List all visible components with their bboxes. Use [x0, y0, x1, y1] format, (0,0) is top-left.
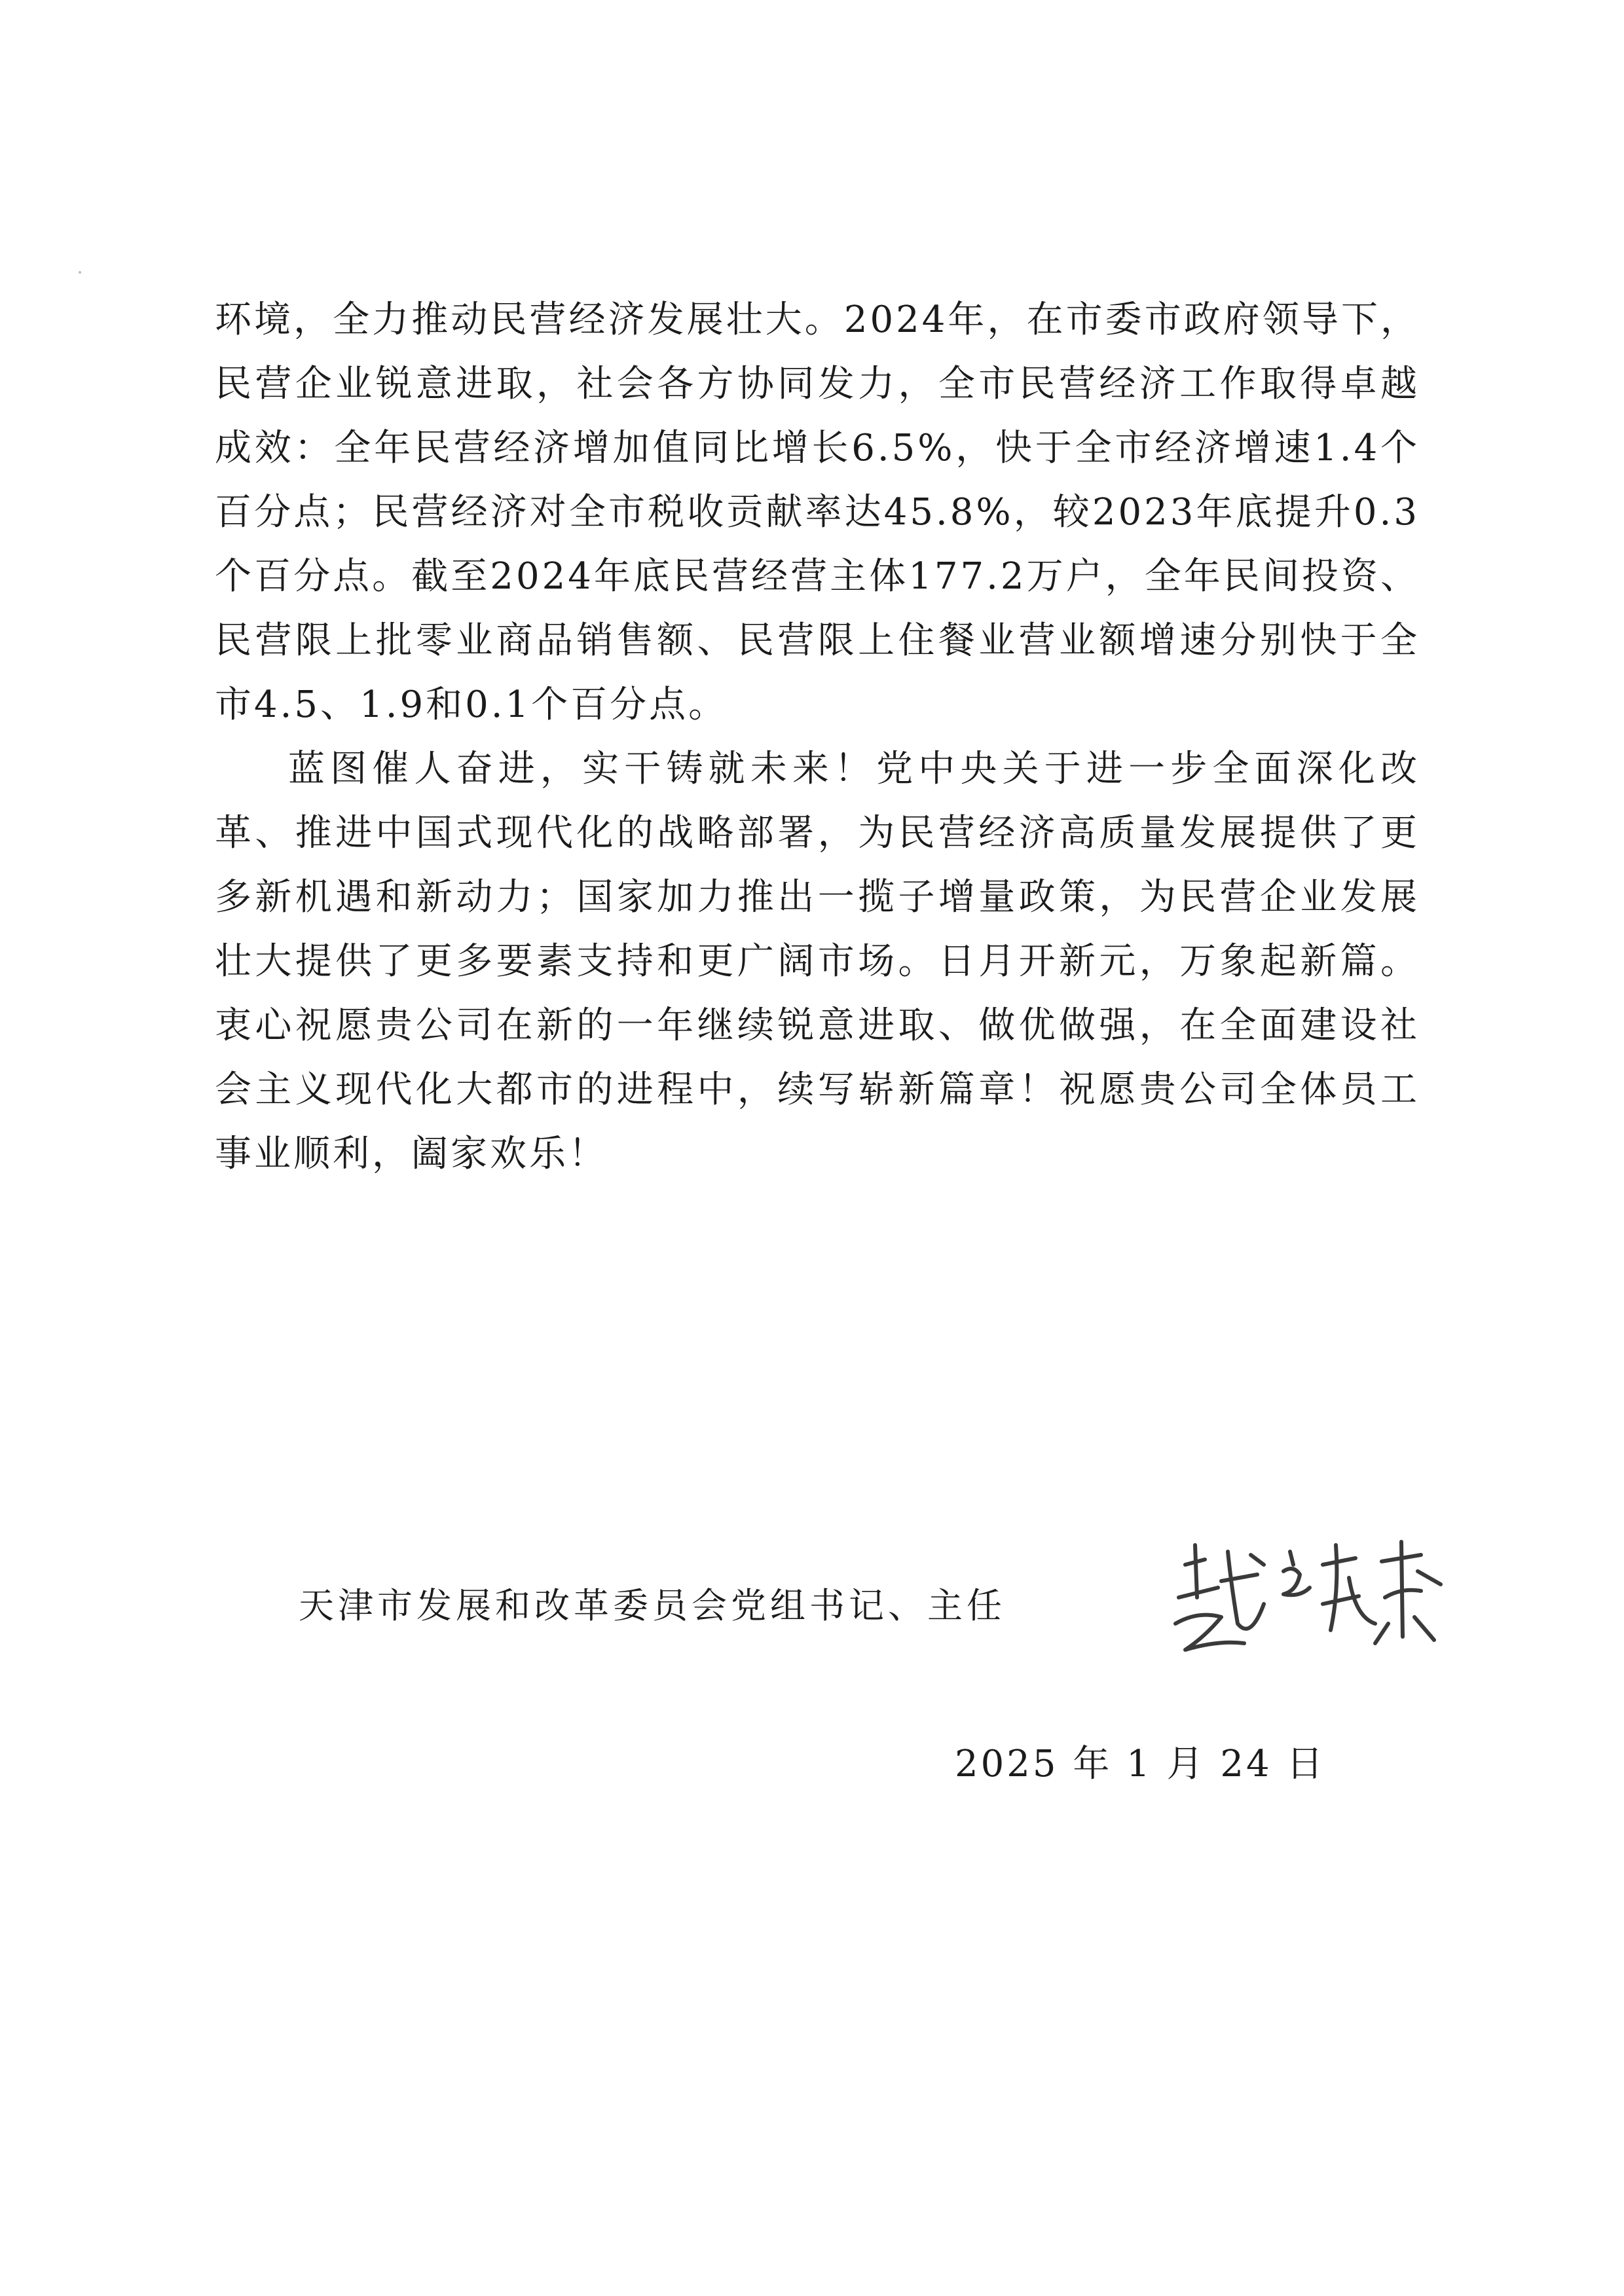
- scan-speck: [79, 271, 81, 274]
- letter-date: 2025 年 1 月 24 日: [955, 1743, 1326, 1785]
- paragraph-blessing: 蓝图催人奋进，实干铸就未来！党中央关于进一步全面深化改革、推进中国式现代化的战略部署，为民营经济高质量发展提供了更多新机遇和新动力；国家加力推出一揽子增量政策，为民营企业发展壮大提供了更多要素支持和更广阔市场。日月开新元，万象起新篇。衷心祝愿贵公司在新的一年继续锐意进取、做优做强，在全面建设社会主义现代化大都市的进程中，续写崭新篇章！祝愿贵公司全体员工事业顺利，阖家欢乐！: [215, 748, 1420, 1175]
- handwritten-signature: [1159, 1525, 1467, 1669]
- signatory-title: 天津市发展和改革委员会党组书记、主任: [299, 1585, 1006, 1626]
- paragraph-continued: 环境，全力推动民营经济发展壮大。2024年，在市委市政府领导下，民营企业锐意进取，社会各方协同发力，全市民营经济工作取得卓越成效：全年民营经济增加值同比增长6.5%，快于全市经济增速1.4个百分点；民营经济对全市税收贡献率达45.8%，较2023年底提升0.3个百分点。截至2024年底民营经营主体177.2万户，全年民间投资、民营限上批零业商品销售额、民营限上住餐业营业额增速分别快于全市4.5、1.9和0.1个百分点。: [215, 299, 1420, 726]
- letter-body: [215, 288, 1420, 1186]
